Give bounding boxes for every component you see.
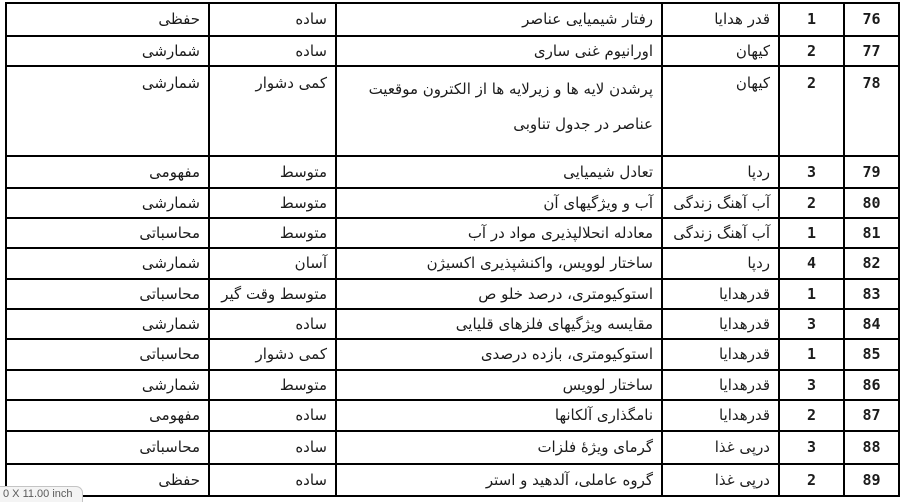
cell-chapter-name: ردپا [662,248,779,279]
cell-row-number: 77 [844,36,899,66]
cell-chapter-name: قدرهدایا [662,339,779,370]
questions-table [5,2,900,497]
cell-row-number: 76 [844,3,899,36]
cell-topic-description: ساختار لوویس، واکنشپذیری اکسیژن [336,248,662,279]
table-row [6,156,899,188]
cell-row-number: 86 [844,370,899,400]
cell-question-count: 2 [779,66,844,156]
cell-difficulty-level: کمی دشوار [209,66,336,156]
table-row [6,248,899,279]
cell-question-count: 1 [779,279,844,309]
cell-question-type: محاسباتی [6,218,209,248]
cell-row-number: 80 [844,188,899,218]
cell-row-number: 85 [844,339,899,370]
cell-topic-description: آب و ویژگیهای آن [336,188,662,218]
cell-chapter-name: درپی غذا [662,464,779,496]
cell-question-count: 3 [779,156,844,188]
cell-question-count: 4 [779,248,844,279]
cell-question-count: 3 [779,431,844,464]
cell-chapter-name: کیهان [662,66,779,156]
table-row [6,279,899,309]
cell-difficulty-level: آسان [209,248,336,279]
cell-difficulty-level: ساده [209,431,336,464]
cell-question-count: 3 [779,309,844,339]
cell-difficulty-level: متوسط [209,218,336,248]
cell-question-type: مفهومی [6,400,209,431]
table-row [6,309,899,339]
cell-topic-description: مقایسه ویژگیهای فلزهای قلیایی [336,309,662,339]
cell-question-type: شمارشی [6,370,209,400]
cell-question-count: 1 [779,339,844,370]
cell-question-count: 2 [779,464,844,496]
cell-difficulty-level: کمی دشوار [209,339,336,370]
cell-topic-description: نامگذاری آلکانها [336,400,662,431]
cell-question-count: 3 [779,370,844,400]
cell-topic-description: استوکیومتری، بازده درصدی [336,339,662,370]
cell-question-type: محاسباتی [6,339,209,370]
questions-table-body [6,3,899,496]
cell-row-number: 79 [844,156,899,188]
table-row [6,339,899,370]
cell-question-type: شمارشی [6,188,209,218]
cell-chapter-name: قدرهدایا [662,309,779,339]
table-row [6,370,899,400]
cell-difficulty-level: متوسط [209,156,336,188]
cell-topic-description: تعادل شیمیایی [336,156,662,188]
cell-row-number: 81 [844,218,899,248]
table-row [6,464,899,496]
cell-question-type: محاسباتی [6,279,209,309]
cell-chapter-name: قدر هدایا [662,3,779,36]
cell-difficulty-level: متوسط [209,188,336,218]
cell-chapter-name: آب آهنگ زندگی [662,218,779,248]
cell-chapter-name: قدرهدایا [662,370,779,400]
cell-row-number: 89 [844,464,899,496]
cell-difficulty-level: ساده [209,464,336,496]
cell-chapter-name: قدرهدایا [662,279,779,309]
cell-difficulty-level: متوسط وقت گیر [209,279,336,309]
cell-question-count: 2 [779,400,844,431]
cell-chapter-name: ردپا [662,156,779,188]
cell-question-type: شمارشی [6,248,209,279]
cell-topic-description: استوکیومتری، درصد خلو ص [336,279,662,309]
table-row [6,188,899,218]
cell-question-type: محاسباتی [6,431,209,464]
page-size-tooltip: 0 X 11.00 inch [0,486,83,502]
table-row [6,36,899,66]
cell-topic-description: پرشدن لایه ها و زیرلایه ها از الکترون موقعیت عناصر در جدول تناوبی [336,66,662,156]
cell-chapter-name: قدرهدایا [662,400,779,431]
cell-topic-description: رفتار شیمیایی عناصر [336,3,662,36]
table-row [6,218,899,248]
cell-row-number: 83 [844,279,899,309]
cell-question-count: 1 [779,218,844,248]
cell-question-type: مفهومی [6,156,209,188]
cell-question-type: شمارشی [6,36,209,66]
cell-row-number: 87 [844,400,899,431]
cell-question-count: 1 [779,3,844,36]
cell-row-number: 82 [844,248,899,279]
cell-difficulty-level: متوسط [209,370,336,400]
cell-row-number: 78 [844,66,899,156]
cell-chapter-name: کیهان [662,36,779,66]
cell-row-number: 84 [844,309,899,339]
cell-row-number: 88 [844,431,899,464]
cell-difficulty-level: ساده [209,3,336,36]
cell-chapter-name: آب آهنگ زندگی [662,188,779,218]
cell-question-type: حفظی [6,464,209,496]
cell-question-count: 2 [779,188,844,218]
table-row [6,431,899,464]
cell-question-type: حفظی [6,3,209,36]
cell-topic-description: معادله انحلالپذیری مواد در آب [336,218,662,248]
cell-topic-description: اورانیوم غنی ساری [336,36,662,66]
cell-difficulty-level: ساده [209,309,336,339]
cell-difficulty-level: ساده [209,36,336,66]
table-row [6,3,899,36]
cell-question-type: شمارشی [6,309,209,339]
cell-question-count: 2 [779,36,844,66]
cell-chapter-name: درپی غذا [662,431,779,464]
cell-difficulty-level: ساده [209,400,336,431]
table-row [6,66,899,156]
cell-topic-description: گرمای ویژهٔ فلزات [336,431,662,464]
table-row [6,400,899,431]
cell-topic-description: ساختار لوویس [336,370,662,400]
cell-question-type: شمارشی [6,66,209,156]
cell-topic-description: گروه عاملی، آلدهید و استر [336,464,662,496]
